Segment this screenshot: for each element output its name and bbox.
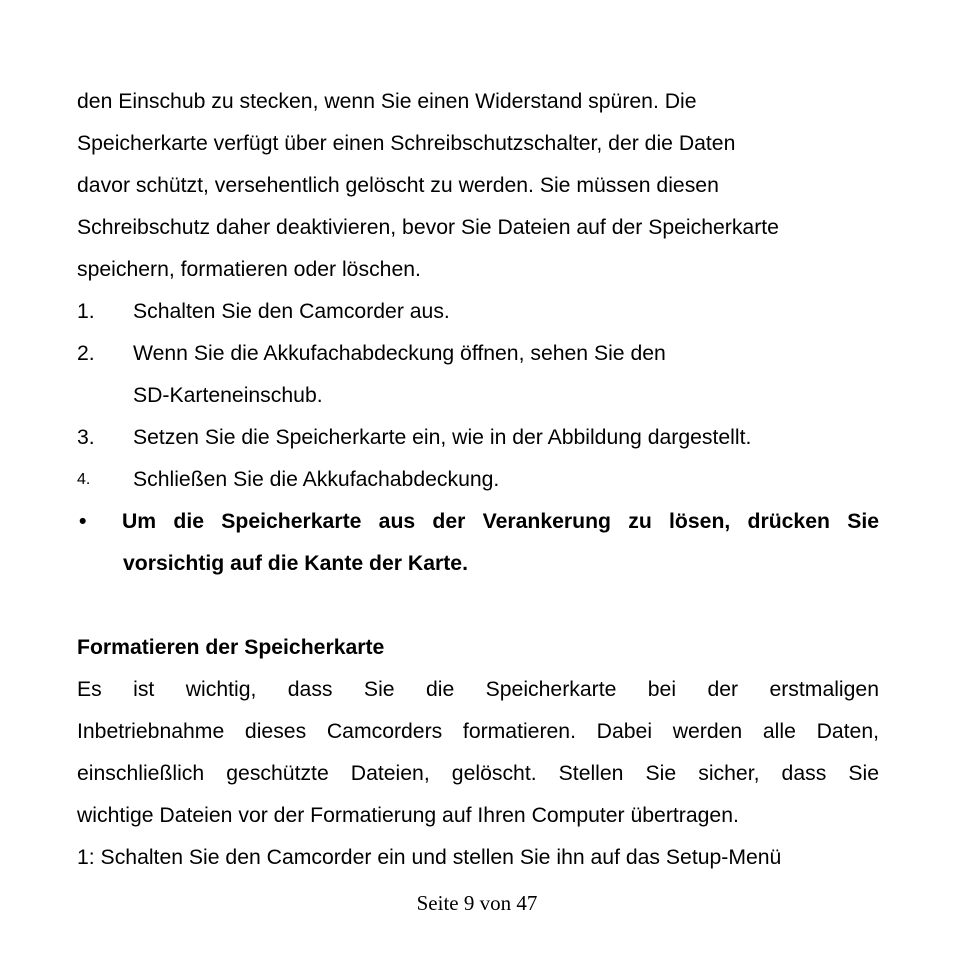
- page-number-footer: Seite 9 von 47: [416, 891, 538, 915]
- list-item: [77, 459, 879, 501]
- list-item-text: Schließen Sie die Akkufachabdeckung.: [133, 468, 500, 491]
- bullet-continuation: vorsichtig auf die Kante der Karte.: [123, 552, 468, 575]
- list-item-number: 1.: [77, 300, 95, 323]
- list-item: [77, 291, 879, 333]
- list-item-text: Schalten Sie den Camcorder aus.: [133, 300, 450, 323]
- paragraph-line: Es ist wichtig, dass Sie die Speicherkarte bei der erstmaligen: [77, 678, 879, 701]
- paragraph-line: Schreibschutz daher deaktivieren, bevor Sie Dateien auf der Speicherkarte: [77, 216, 779, 239]
- spacer: [77, 585, 879, 627]
- list-item-text: Wenn Sie die Akkufachabdeckung öffnen, sehen Sie den: [133, 342, 666, 365]
- bullet-symbol: •: [79, 510, 87, 533]
- list-item-number: 4.: [77, 471, 91, 488]
- list-item-text: Setzen Sie die Speicherkarte ein, wie in der Abbildung dargestellt.: [133, 426, 752, 449]
- format-section: [77, 627, 879, 879]
- list-item-number: 3.: [77, 426, 95, 449]
- section-heading: Formatieren der Speicherkarte: [77, 636, 385, 659]
- paragraph-line: wichtige Dateien vor der Formatierung auf Ihren Computer übertragen.: [77, 804, 739, 827]
- list-item: [77, 333, 879, 375]
- paragraph-line: davor schützt, versehentlich gelöscht zu werden. Sie müssen diesen: [77, 174, 719, 197]
- bullet-line: [77, 501, 879, 543]
- paragraph-line: 1: Schalten Sie den Camcorder ein und stellen Sie ihn auf das Setup-Menü: [77, 846, 782, 869]
- paragraph-line: einschließlich geschützte Dateien, gelöscht. Stellen Sie sicher, dass Sie: [77, 762, 879, 785]
- note-bullet: [77, 501, 879, 585]
- paragraph-line: Inbetriebnahme dieses Camcorders formatieren. Dabei werden alle Daten,: [77, 720, 879, 743]
- intro-paragraph: [77, 81, 879, 291]
- list-item: [77, 417, 879, 459]
- list-item-continuation: SD-Karteneinschub.: [133, 384, 323, 407]
- steps-list: [77, 291, 879, 501]
- list-item-number: 2.: [77, 342, 95, 365]
- bullet-text: Um die Speicherkarte aus der Verankerung zu lösen, drücken Sie: [122, 510, 879, 533]
- paragraph-line: Speicherkarte verfügt über einen Schreibschutzschalter, der die Daten: [77, 132, 736, 155]
- paragraph-line: speichern, formatieren oder löschen.: [77, 258, 421, 281]
- paragraph-line: den Einschub zu stecken, wenn Sie einen Widerstand spüren. Die: [77, 90, 697, 113]
- document-page: [77, 81, 879, 879]
